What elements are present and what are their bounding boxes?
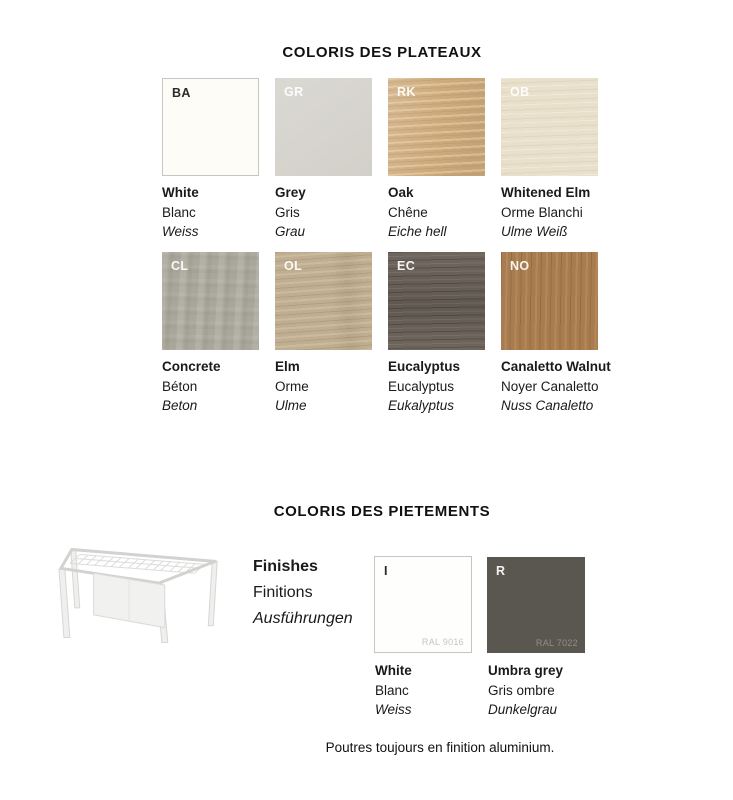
swatch-sample-oak bbox=[388, 78, 485, 176]
swatch-card-eucalyptus bbox=[388, 252, 485, 416]
swatch-label-fr: Blanc bbox=[162, 204, 196, 220]
swatch-label-en: Concrete bbox=[162, 359, 221, 374]
swatch-code: BA bbox=[172, 86, 191, 100]
finish-label-de: Weiss bbox=[375, 702, 412, 717]
swatch-label-fr: Gris bbox=[275, 204, 300, 220]
swatch-label-de: Beton bbox=[162, 398, 198, 413]
swatch-label-en: White bbox=[162, 185, 199, 200]
swatch-code: EC bbox=[397, 259, 416, 273]
swatch-label-fr: Béton bbox=[162, 378, 198, 394]
swatch-label-fr: Orme bbox=[275, 378, 309, 394]
finish-caption-umbra-grey bbox=[488, 661, 563, 720]
swatch-label-en: Grey bbox=[275, 185, 306, 200]
swatch-label-fr: Chêne bbox=[388, 204, 428, 220]
swatch-label-de: Eiche hell bbox=[388, 224, 447, 239]
finish-label-en: Umbra grey bbox=[488, 663, 564, 678]
swatch-code: RK bbox=[397, 85, 416, 99]
swatch-card-white bbox=[162, 78, 259, 242]
swatch-card-grey bbox=[275, 78, 372, 242]
swatch-sample-elm bbox=[275, 252, 372, 350]
swatch-label-de: Nuss Canaletto bbox=[501, 398, 594, 413]
finish-label-de: Dunkelgrau bbox=[488, 702, 558, 717]
swatch-card-canaletto-walnut bbox=[501, 252, 611, 416]
finish-sample-white bbox=[374, 556, 472, 653]
swatch-label-en: Whitened Elm bbox=[501, 185, 591, 200]
swatch-code: OB bbox=[510, 85, 530, 99]
beams-finish-note: Poutres toujours en finition aluminium. bbox=[325, 740, 555, 755]
swatch-label-de: Weiss bbox=[162, 224, 199, 239]
swatch-label-fr: Eucalyptus bbox=[388, 378, 455, 394]
swatch-label-fr: Orme Blanchi bbox=[501, 204, 583, 220]
swatch-sample-grey bbox=[275, 78, 372, 176]
swatch-label-de: Ulme bbox=[275, 398, 307, 413]
finish-label-en: White bbox=[375, 663, 412, 678]
ral-number: RAL 7022 bbox=[535, 638, 578, 648]
finishes-label-de: Ausführungen bbox=[253, 610, 353, 627]
swatch-sample-eucalyptus bbox=[388, 252, 485, 350]
finish-code: R bbox=[496, 564, 506, 578]
finishes-heading-block bbox=[253, 554, 353, 632]
swatch-label-en: Elm bbox=[275, 359, 300, 374]
swatch-label-en: Oak bbox=[388, 185, 414, 200]
finish-sample-umbra-grey bbox=[487, 557, 585, 653]
desk-frame-illustration bbox=[56, 540, 234, 650]
ral-number: RAL 9016 bbox=[421, 637, 464, 647]
swatch-label-en: Eucalyptus bbox=[388, 359, 461, 374]
finish-code: I bbox=[384, 564, 388, 578]
swatch-sample-concrete bbox=[162, 252, 259, 350]
swatch-label-de: Eukalyptus bbox=[388, 398, 455, 413]
swatch-code: NO bbox=[510, 259, 530, 273]
swatch-label-de: Ulme Weiß bbox=[501, 224, 568, 239]
plateaux-swatch-grid bbox=[162, 78, 611, 416]
finish-label-fr: Gris ombre bbox=[488, 682, 555, 698]
swatch-label-de: Grau bbox=[275, 224, 306, 239]
swatch-card-concrete bbox=[162, 252, 259, 416]
swatch-code: OL bbox=[284, 259, 303, 273]
swatch-sample-canaletto-walnut bbox=[501, 252, 598, 350]
finishes-label-fr: Finitions bbox=[253, 584, 313, 601]
swatch-sample-white bbox=[162, 78, 259, 176]
swatch-sample-whitened-elm bbox=[501, 78, 598, 176]
swatch-code: GR bbox=[284, 85, 304, 99]
finish-caption-white bbox=[375, 661, 412, 720]
swatch-label-en: Canaletto Walnut bbox=[501, 359, 611, 374]
swatch-card-elm bbox=[275, 252, 372, 416]
finish-label-fr: Blanc bbox=[375, 682, 409, 698]
swatch-card-oak bbox=[388, 78, 485, 242]
swatch-card-whitened-elm bbox=[501, 78, 598, 242]
swatch-code: CL bbox=[171, 259, 189, 273]
plateaux-title: COLORIS DES PLATEAUX bbox=[282, 44, 482, 61]
swatch-label-fr: Noyer Canaletto bbox=[501, 378, 599, 394]
finishes-label-en: Finishes bbox=[253, 558, 318, 575]
pietements-title: COLORIS DES PIETEMENTS bbox=[273, 503, 491, 520]
